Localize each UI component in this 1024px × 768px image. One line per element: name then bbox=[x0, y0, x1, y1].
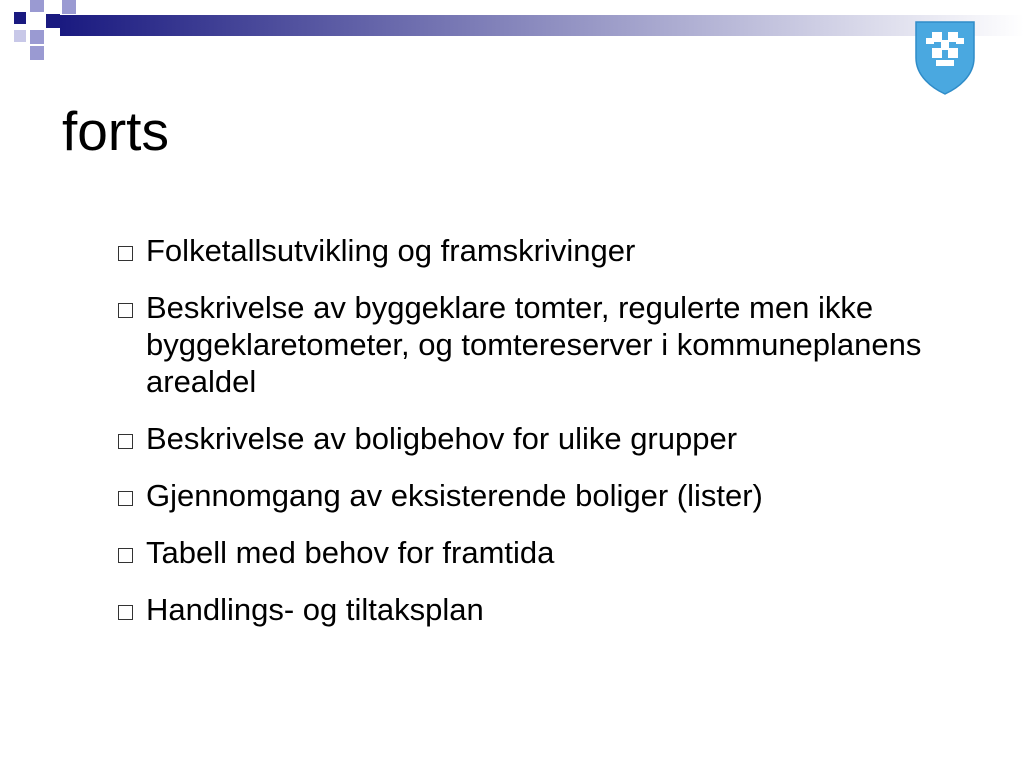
list-item bbox=[116, 420, 976, 457]
deco-square bbox=[30, 46, 44, 60]
deco-square bbox=[14, 30, 26, 42]
list-item bbox=[116, 477, 976, 514]
deco-square bbox=[14, 12, 26, 24]
municipal-crest-icon bbox=[914, 20, 976, 96]
list-item bbox=[116, 289, 976, 400]
hollow-square-bullet-icon bbox=[118, 605, 133, 620]
slide-title: forts bbox=[62, 100, 169, 162]
bullet-text: Tabell med behov for framtida bbox=[146, 535, 555, 570]
deco-square bbox=[30, 30, 44, 44]
header-gradient-band bbox=[60, 15, 1024, 36]
bullet-text: Beskrivelse av boligbehov for ulike grupper bbox=[146, 421, 738, 456]
hollow-square-bullet-icon bbox=[118, 246, 133, 261]
bullet-text: Handlings- og tiltaksplan bbox=[146, 592, 484, 627]
deco-square bbox=[62, 0, 76, 14]
bullet-text: Folketallsutvikling og framskrivinger bbox=[146, 233, 636, 268]
bullet-text: Beskrivelse av byggeklare tomter, regulerte men ikke byggeklaretometer, og tomtereserver i kommuneplanens arealdel bbox=[146, 290, 922, 399]
hollow-square-bullet-icon bbox=[118, 491, 133, 506]
deco-square bbox=[46, 14, 60, 28]
list-item bbox=[116, 591, 976, 628]
deco-square bbox=[30, 0, 44, 12]
header-decoration bbox=[0, 0, 1024, 64]
bullet-list bbox=[116, 232, 976, 648]
bullet-text: Gjennomgang av eksisterende boliger (lister) bbox=[146, 478, 763, 513]
hollow-square-bullet-icon bbox=[118, 548, 133, 563]
hollow-square-bullet-icon bbox=[118, 434, 133, 449]
list-item bbox=[116, 534, 976, 571]
hollow-square-bullet-icon bbox=[118, 303, 133, 318]
list-item bbox=[116, 232, 976, 269]
